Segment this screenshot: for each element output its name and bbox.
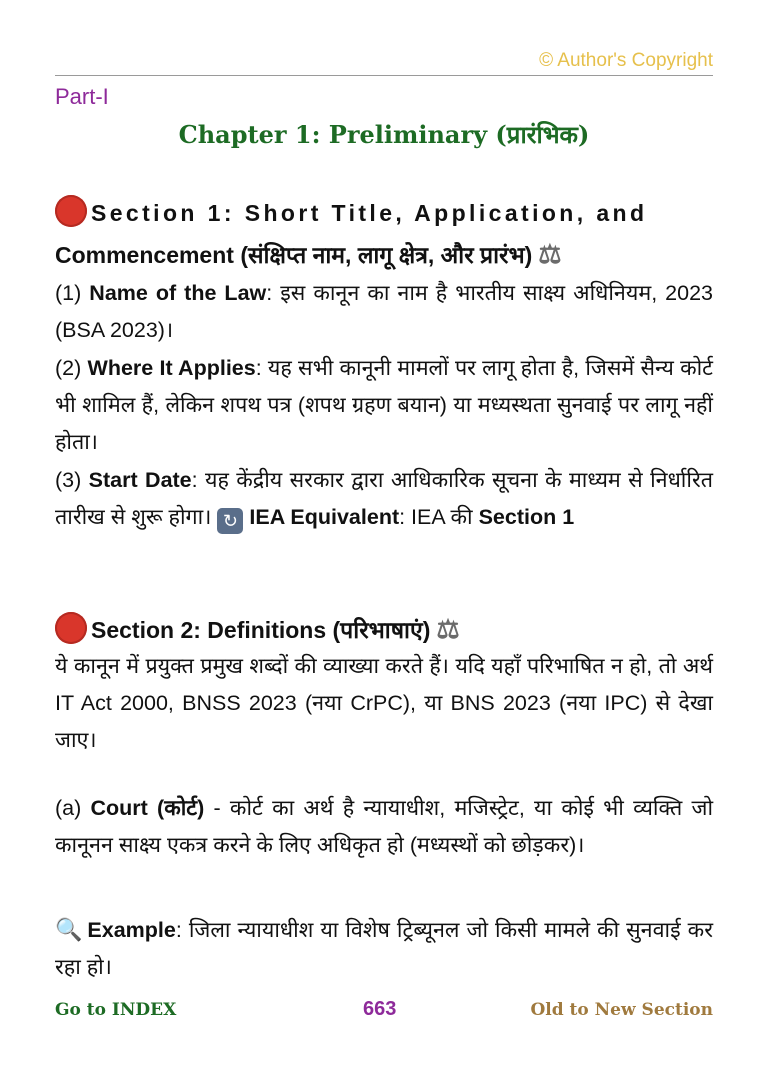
section1-clause2 (55, 350, 713, 461)
old-to-new-section-link[interactable]: Old to New Section (530, 1000, 713, 1020)
equivalent-text: : IEA की (399, 505, 473, 529)
section1-title-line1: Section 1: Short Title, Application, and (91, 200, 648, 226)
balance-scale-icon: ⚖ (436, 614, 460, 644)
magnifying-glass-icon: 🔍 (55, 917, 84, 942)
section1-heading (55, 195, 713, 227)
chapter-title: Chapter 1: Preliminary (प्रारंभिक) (178, 120, 590, 149)
definition-term: Court (कोर्ट) (90, 796, 205, 820)
clause-term: Start Date (88, 468, 192, 492)
definition-example (55, 911, 713, 986)
section1-clause3 (55, 462, 713, 536)
part-label: Part-I (55, 84, 109, 109)
stop-sign-icon (55, 612, 87, 644)
clause-term: Name of the Law (89, 281, 267, 305)
header-divider (55, 75, 713, 76)
definition-text: - कोर्ट का अर्थ है न्यायाधीश, मजिस्ट्रेट, या कोई भी व्यक्ति जो कानूनन साक्ष्य एकत्र करने के लिए अधिकृत हो (मध्यस्थों को छोड़कर)। (55, 796, 714, 857)
clause-text: : यह केंद्रीय सरकार द्वारा आधिकारिक सूचना के माध्यम से निर्धारित तारीख से शुरू होगा। (55, 468, 713, 529)
equivalent-label: IEA Equivalent (249, 505, 400, 529)
section1-heading-line2 (55, 238, 713, 270)
clause-number: (3) (55, 468, 89, 492)
clause-text: : इस कानून का नाम है भारतीय साक्ष्य अधिनियम, 2023 (BSA 2023)। (55, 281, 714, 342)
clause-term: Where It Applies (87, 356, 256, 380)
example-text: : जिला न्यायाधीश या विशेष ट्रिब्यूनल जो किसी मामले की सुनवाई कर रहा हो। (55, 918, 713, 979)
section2-intro: ये कानून में प्रयुक्त प्रमुख शब्दों की व्याख्या करते हैं। यदि यहाँ परिभाषित न हो, तो अर्थ IT Act 2000, BNSS 2023 (नया CrPC), या BNS 2023 (नया IPC) से देखा जाए। (55, 654, 713, 752)
redo-arrow-icon: ↻ (217, 508, 243, 534)
example-label: Example (87, 918, 176, 942)
clause-text: : यह सभी कानूनी मामलों पर लागू होता है, जिसमें सैन्य कोर्ट भी शामिल हैं, लेकिन शपथ पत्र (शपथ ग्रहण बयान) या मध्यस्थता सुनवाई पर लागू नहीं होता। (55, 356, 714, 454)
clause-number: (2) (55, 356, 88, 380)
stop-sign-icon (55, 195, 87, 227)
section2-title: Section 2: Definitions (परिभाषाएं) (91, 617, 431, 643)
section2-heading (55, 612, 713, 645)
go-to-index-link[interactable]: Go to INDEX (55, 1000, 177, 1020)
balance-scale-icon: ⚖ (538, 239, 562, 269)
copyright-notice: © Author's Copyright (539, 50, 713, 71)
equivalent-section: Section 1 (478, 505, 575, 529)
clause-number: (1) (55, 281, 90, 305)
document-page (55, 0, 713, 1067)
definition-court (55, 790, 713, 864)
clause-number: (a) (55, 796, 91, 820)
section1-title-line2: Commencement (संक्षिप्त नाम, लागू क्षेत्र, और प्रारंभ) (55, 242, 533, 268)
section1-clause1 (55, 275, 713, 349)
page-number: 663 (363, 998, 397, 1020)
